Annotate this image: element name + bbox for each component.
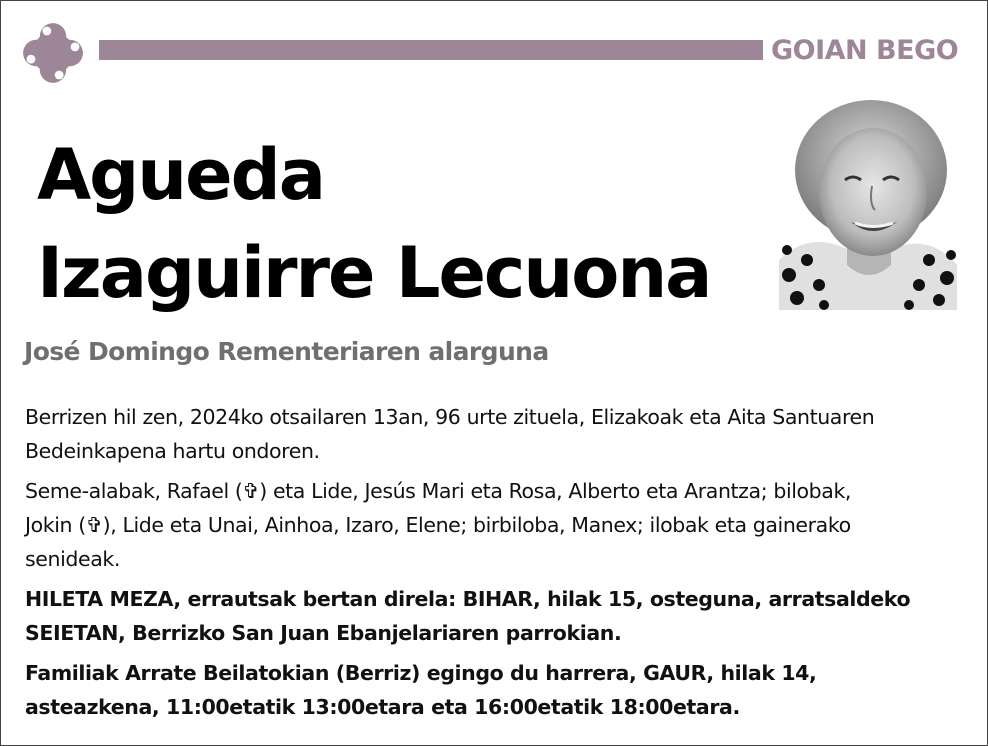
first-name: Agueda — [37, 134, 324, 216]
header-label: GOIAN BEGO — [771, 35, 959, 66]
paragraph-line: Familiak Arrate Beilatokian (Berriz) egingo du harrera, GAUR, hilak 14, — [25, 661, 817, 685]
paragraph-line: Jokin (✞), Lide eta Unai, Ainhoa, Izaro, Elene; birbiloba, Manex; ilobak eta gainerako — [25, 513, 851, 537]
paragraph-line: Bedeinkapena hartu ondoren. — [25, 439, 320, 463]
lauburu-icon — [9, 9, 97, 97]
paragraph-line: asteazkena, 11:00etatik 13:00etara eta 16:00etatik 18:00etara. — [25, 695, 740, 719]
paragraph-line: Seme-alabak, Rafael (✞) eta Lide, Jesús Mari eta Rosa, Alberto eta Arantza; bilobak, — [25, 479, 852, 503]
paragraph-line: HILETA MEZA, errautsak bertan direla: BIHAR, hilak 15, osteguna, arratsaldeko — [25, 587, 911, 611]
subtitle-widow-of: José Domingo Rementeriaren alarguna — [24, 337, 549, 366]
paragraph-line: senideak. — [25, 547, 120, 571]
visitation-info — [25, 656, 970, 724]
notice-body — [25, 400, 970, 730]
relatives-list — [25, 474, 970, 576]
header-bar — [99, 40, 763, 60]
surnames: Izaguirre Lecuona — [37, 232, 711, 314]
death-announcement — [25, 400, 970, 468]
portrait-photo — [779, 100, 957, 310]
paragraph-line: Berrizen hil zen, 2024ko otsailaren 13an, 96 urte zituela, Elizakoak eta Aita Santuaren — [25, 405, 875, 429]
paragraph-line: SEIETAN, Berrizko San Juan Ebanjelariaren parrokian. — [25, 621, 622, 645]
funeral-mass-info — [25, 582, 970, 650]
